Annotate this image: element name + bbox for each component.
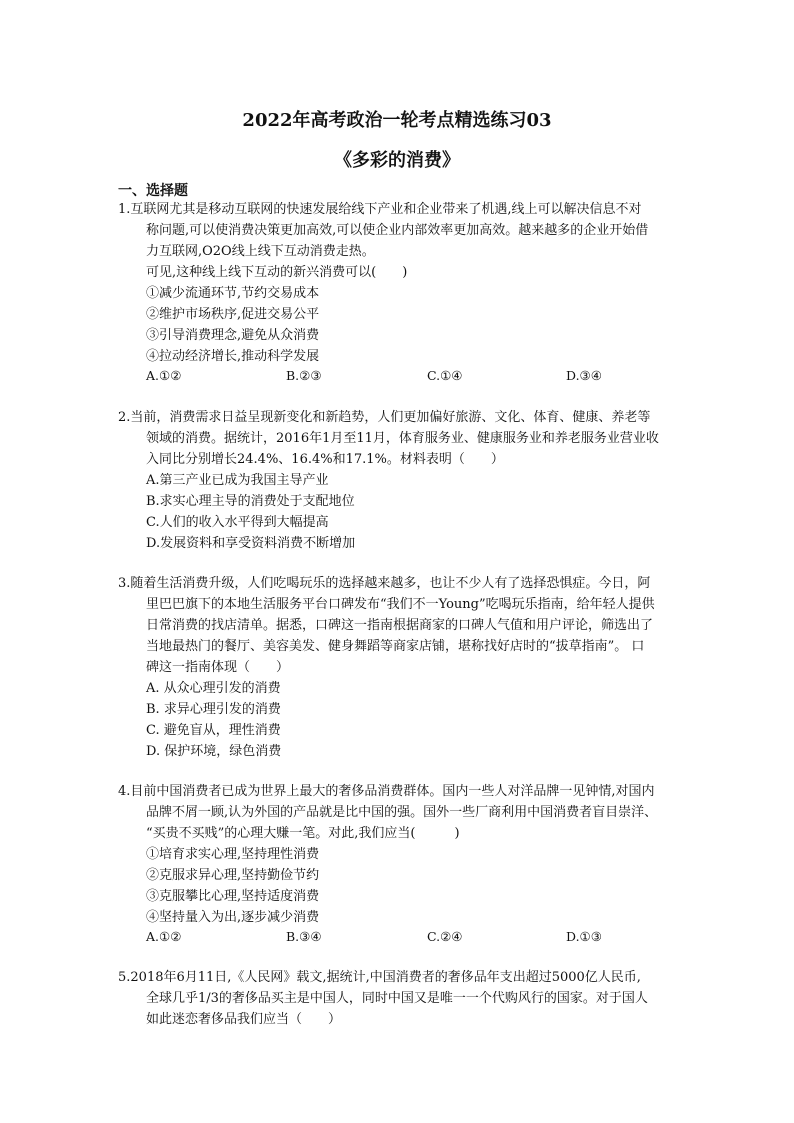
q4-statement: ①培育求实心理,坚持理性消费 [146, 847, 320, 862]
q3-line: 碑这一指南体现（ ） [146, 660, 290, 675]
q1-line: 称问题,可以使消费决策更加高效,可以使企业内部效率更加高效。越来越多的企业开始借 [146, 223, 649, 238]
q3-line: 里巴巴旗下的本地生活服务平台口碑发布“我们不一Young”吃喝玩乐指南，给年轻人提供 [146, 597, 655, 612]
q4-statement: ④坚持量入为出,逐步减少消费 [146, 910, 320, 925]
q3-line: 3.随着生活消费升级，人们吃喝玩乐的选择越来越多，也让不少人有了选择恐惧症。今日，阿 [118, 576, 651, 591]
q2-line: 2.当前，消费需求日益呈现新变化和新趋势，人们更加偏好旅游、文化、体育、健康、养老等 [118, 410, 651, 425]
q5-line: 5.2018年6月11日,《人民网》载文,据统计,中国消费者的奢侈品年支出超过5000亿人民币, [118, 970, 641, 985]
q4-statement: ②克服求异心理,坚持勤俭节约 [146, 868, 320, 883]
q3-option-c: C. 避免盲从，理性消费 [146, 723, 281, 738]
q3-line: 当地最热门的餐厅、美容美发、健身舞蹈等商家店铺，堪称找好店时的“拔草指南”。 口 [146, 639, 645, 654]
q1-option-d: D.③④ [566, 368, 602, 383]
q2-option-a: A.第三产业已成为我国主导产业 [146, 473, 329, 488]
page-title: 2022年高考政治一轮考点精选练习03 [242, 110, 552, 131]
q1-option-c: C.①④ [427, 368, 463, 383]
q1-option-b: B.②③ [286, 368, 322, 383]
q4-statement: ③克服攀比心理,坚持适度消费 [146, 889, 320, 904]
q4-line: 品牌不屑一顾,认为外国的产品就是比中国的强。国外一些厂商利用中国消费者盲目崇洋、 [146, 805, 658, 820]
page-subtitle: 《多彩的消费》 [334, 150, 460, 171]
q2-option-b: B.求实心理主导的消费处于支配地位 [146, 494, 355, 509]
q2-line: 入同比分别增长24.4%、16.4%和17.1%。材料表明（ ） [146, 452, 504, 467]
q1-statement: ①减少流通环节,节约交易成本 [146, 286, 320, 301]
q4-option-d: D.①③ [566, 929, 602, 944]
q1-line: 可见,这种线上线下互动的新兴消费可以( ) [146, 265, 408, 280]
q4-option-c: C.②④ [427, 929, 463, 944]
q5-line: 如此迷恋奢侈品我们应当（ ） [146, 1012, 342, 1027]
q4-option-b: B.③④ [286, 929, 322, 944]
q1-line: 力互联网,O2O线上线下互动消费走热。 [146, 244, 375, 259]
q3-line: 日常消费的找店清单。据悉，口碑这一指南根据商家的口碑人气值和用户评论，筛选出了 [146, 618, 654, 633]
q3-option-a: A. 从众心理引发的消费 [146, 681, 281, 696]
q2-line: 领域的消费。据统计，2016年1月至11月，体育服务业、健康服务业和养老服务业营业收 [146, 431, 659, 446]
q4-line: “买贵不买贱”的心理大赚一笔。对此,我们应当( ) [146, 826, 460, 841]
q4-option-a: A.①② [146, 929, 182, 944]
q1-option-a: A.①② [146, 368, 182, 383]
q1-line: 1.互联网尤其是移动互联网的快速发展给线下产业和企业带来了机遇,线上可以解决信息不对 [118, 202, 642, 217]
q3-option-d: D. 保护环境，绿色消费 [146, 744, 282, 759]
q4-line: 4.目前中国消费者已成为世界上最大的奢侈品消费群体。国内一些人对洋品牌一见钟情,对国内 [118, 784, 655, 799]
q1-statement: ④拉动经济增长,推动科学发展 [146, 349, 320, 364]
q2-option-c: C.人们的收入水平得到大幅提高 [146, 515, 329, 530]
section-heading: 一、选择题 [118, 183, 188, 199]
q3-option-b: B. 求异心理引发的消费 [146, 702, 281, 717]
q2-option-d: D.发展资料和享受资料消费不断增加 [146, 536, 356, 551]
q5-line: 全球几乎1/3的奢侈品买主是中国人，同时中国又是唯一一个代购风行的国家。对于国人 [146, 991, 648, 1006]
q1-statement: ②维护市场秩序,促进交易公平 [146, 307, 320, 322]
q1-statement: ③引导消费理念,避免从众消费 [146, 328, 320, 343]
